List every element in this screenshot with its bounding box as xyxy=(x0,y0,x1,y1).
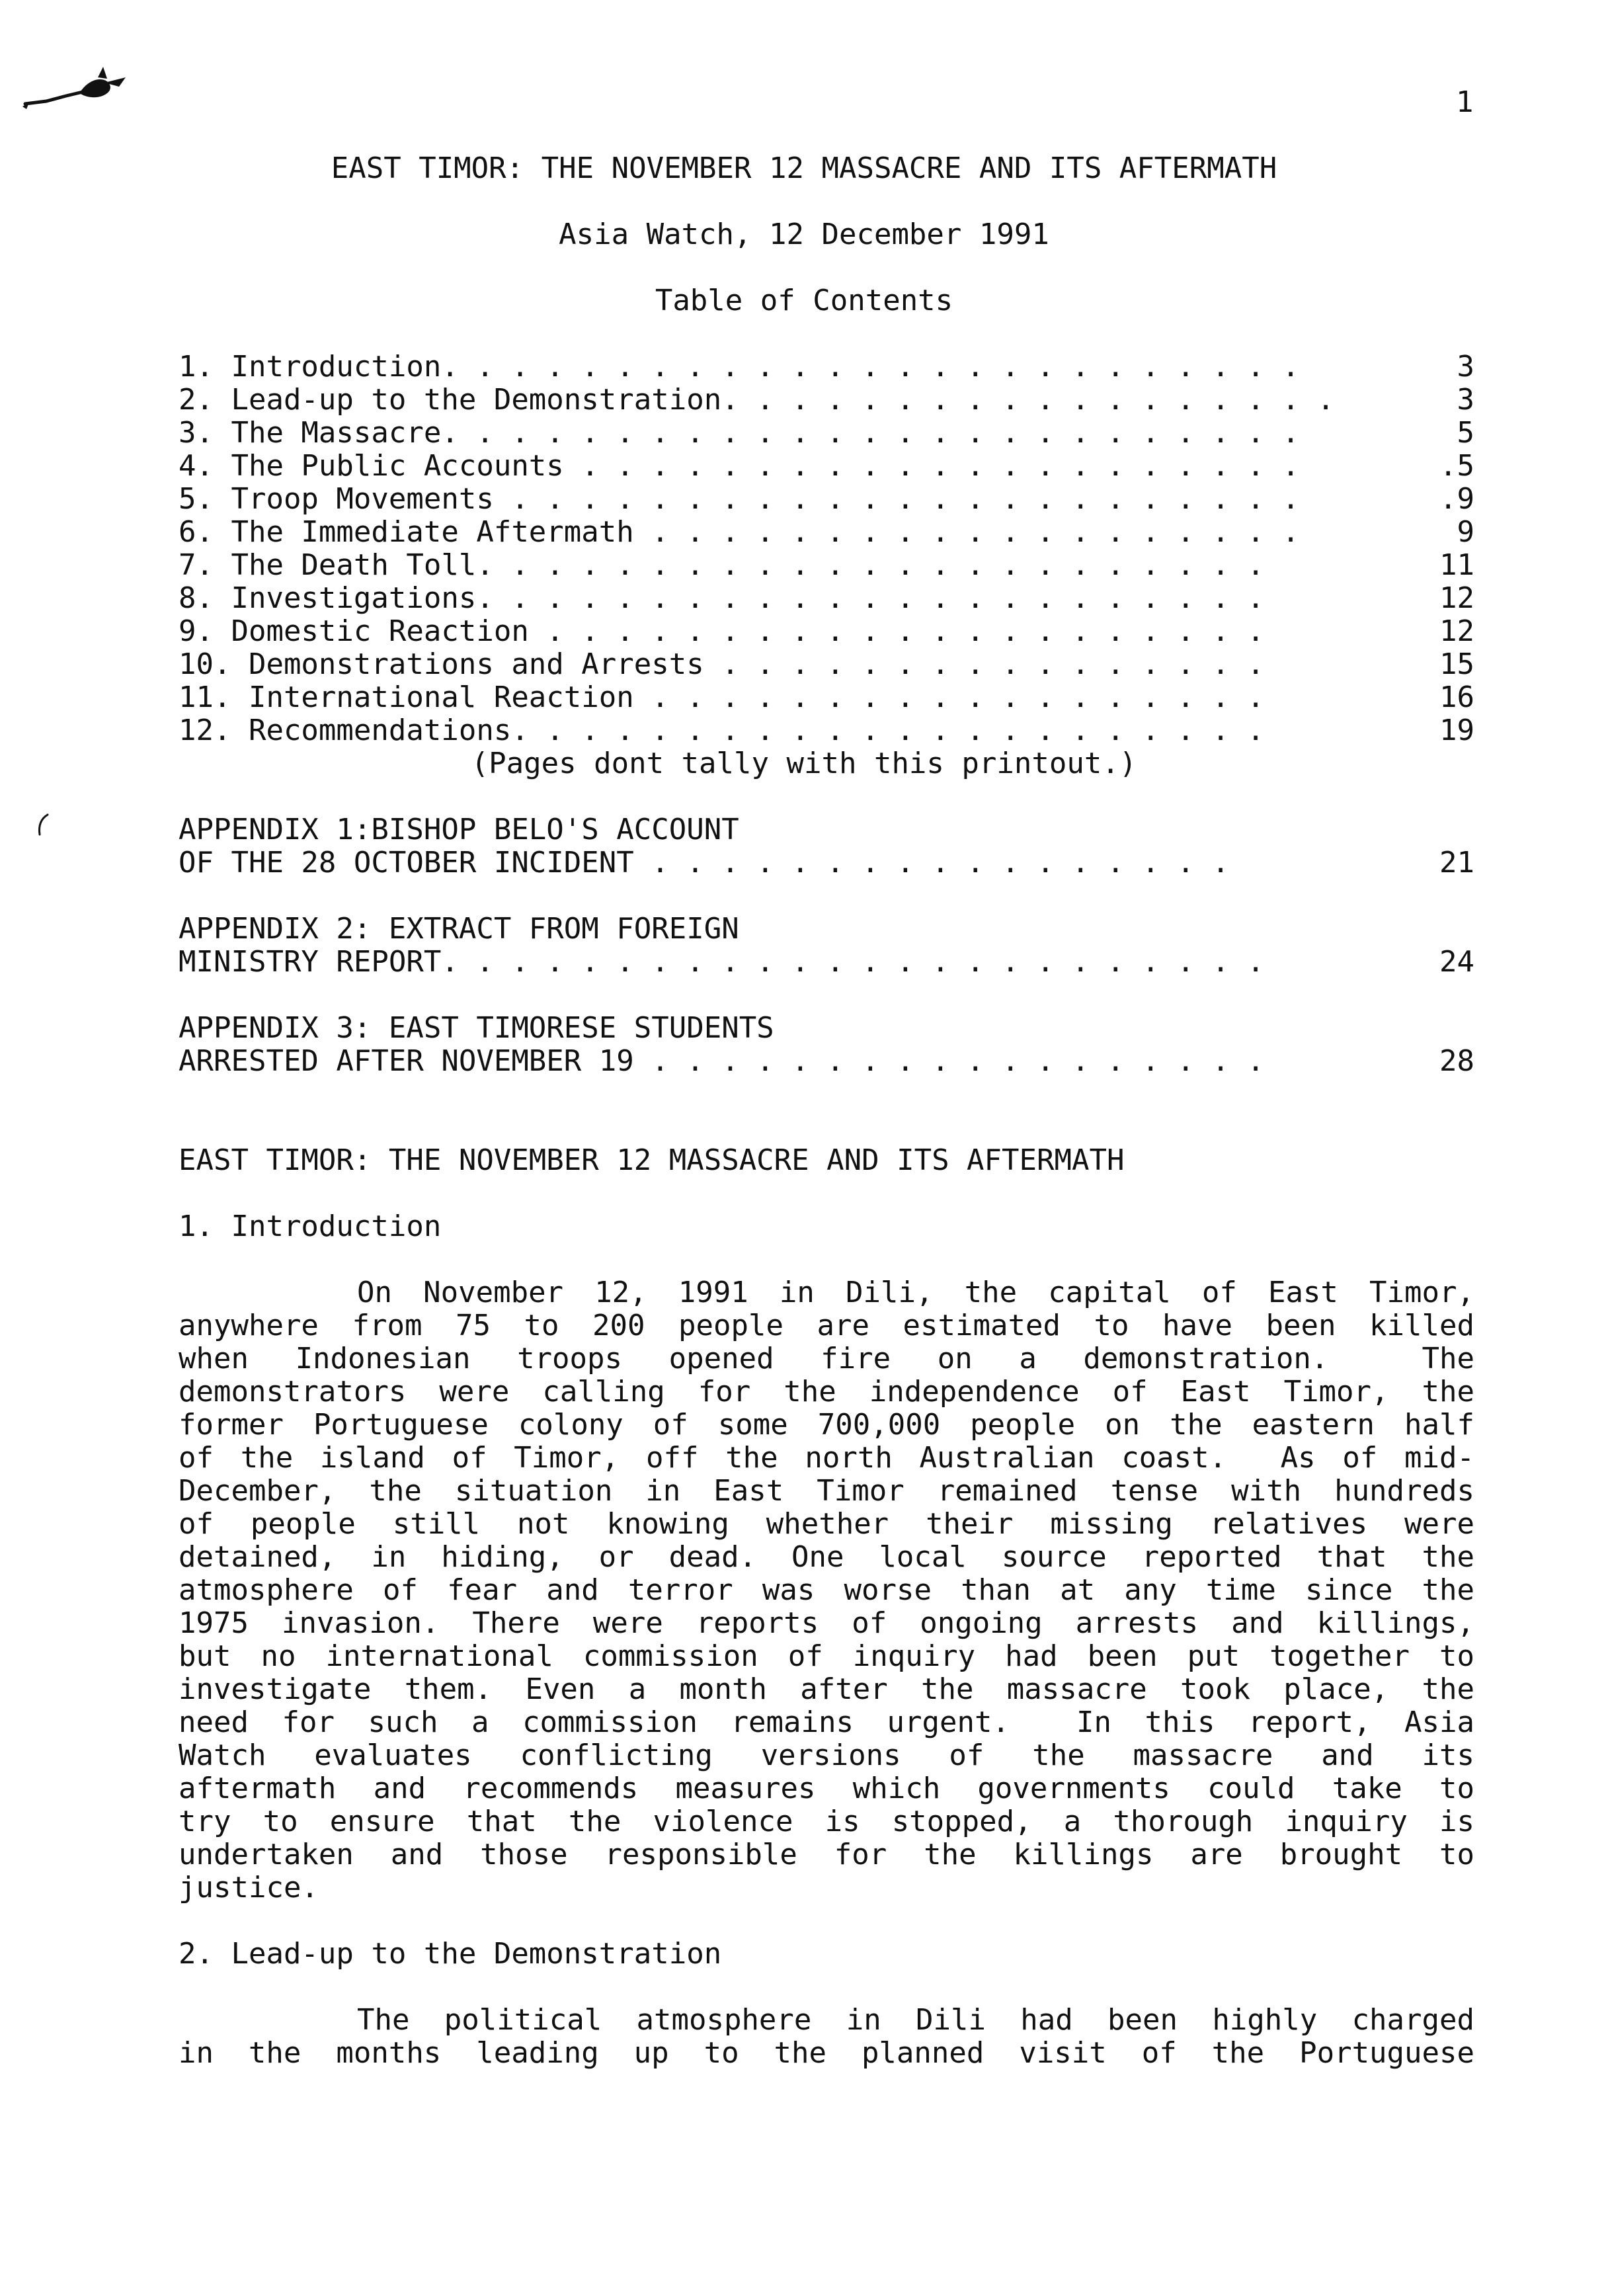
toc-row xyxy=(179,516,1474,549)
appendix-page: 24 xyxy=(1439,945,1474,979)
paragraph-line: justice. xyxy=(179,1871,319,1905)
paragraph-line: former Portuguese colony of some 700,000 people on the eastern half xyxy=(179,1408,1474,1442)
ink-scribble-mark xyxy=(20,63,132,116)
toc-label: 5. Troop Movements . . . . . . . . . . . . . . . . . . . . . . . xyxy=(179,482,1300,516)
toc-row xyxy=(179,648,1474,681)
paragraph-line: investigate them. Even a month after the massacre took place, the xyxy=(179,1672,1474,1706)
toc-label: 7. The Death Toll. . . . . . . . . . . . . . . . . . . . . . . xyxy=(179,548,1265,582)
toc-label: 1. Introduction. . . . . . . . . . . . . . . . . . . . . . . . . xyxy=(179,350,1300,384)
body-title: EAST TIMOR: THE NOVEMBER 12 MASSACRE AND ITS AFTERMATH xyxy=(179,1143,1125,1177)
toc-row xyxy=(179,483,1474,516)
document-title: EAST TIMOR: THE NOVEMBER 12 MASSACRE AND ITS AFTERMATH xyxy=(331,151,1277,185)
lead-up-paragraph xyxy=(179,2004,1474,2070)
toc-page: .9 xyxy=(1439,482,1474,516)
page-number: 1 xyxy=(1456,85,1474,119)
toc-page: 9 xyxy=(1457,515,1474,549)
toc-page: 15 xyxy=(1439,647,1474,681)
appendix-label: OF THE 28 OCTOBER INCIDENT . . . . . . . . . . . . . . . . . xyxy=(179,846,1230,880)
paragraph-line: atmosphere of fear and terror was worse than at any time since the xyxy=(179,1573,1474,1607)
paragraph-line: of the island of Timor, off the north Australian coast. As of mid- xyxy=(179,1441,1474,1475)
appendix-title-line: APPENDIX 2: EXTRACT FROM FOREIGN xyxy=(179,912,739,946)
toc-page: 12 xyxy=(1439,614,1474,648)
toc-row xyxy=(179,350,1474,384)
paragraph-line: undertaken and those responsible for the killings are brought to xyxy=(179,1838,1474,1871)
toc-page: 12 xyxy=(1439,581,1474,615)
toc-row xyxy=(179,417,1474,450)
section-heading-lead-up: 2. Lead-up to the Demonstration xyxy=(179,1937,722,1971)
appendix-title-line: APPENDIX 1:BISHOP BELO'S ACCOUNT xyxy=(179,813,739,846)
section-heading-introduction: 1. Introduction xyxy=(179,1210,442,1243)
paragraph-line: 1975 invasion. There were reports of ongoing arrests and killings, xyxy=(179,1606,1474,1640)
toc-page: 3 xyxy=(1457,383,1474,417)
byline: Asia Watch, 12 December 1991 xyxy=(559,218,1049,251)
appendix-page: 28 xyxy=(1439,1044,1474,1078)
paragraph-line: in the months leading up to the planned visit of the Portuguese xyxy=(179,2036,1474,2070)
toc-row xyxy=(179,582,1474,615)
appendix-label: MINISTRY REPORT. . . . . . . . . . . . . . . . . . . . . . . . xyxy=(179,945,1265,979)
paragraph-line: December, the situation in East Timor remained tense with hundreds xyxy=(179,1474,1474,1508)
toc-note: (Pages dont tally with this printout.) xyxy=(471,747,1137,780)
toc-heading: Table of Contents xyxy=(655,284,953,317)
appendix-label: ARRESTED AFTER NOVEMBER 19 . . . . . . . . . . . . . . . . . . xyxy=(179,1044,1265,1078)
paragraph-line: but no international commission of inquiry had been put together to xyxy=(179,1639,1474,1673)
toc-label: 11. International Reaction . . . . . . . . . . . . . . . . . . xyxy=(179,680,1265,714)
appendix-row xyxy=(179,1045,1474,1078)
toc-label: 4. The Public Accounts . . . . . . . . . . . . . . . . . . . . . xyxy=(179,449,1300,483)
toc-row xyxy=(179,549,1474,582)
toc-label: 2. Lead-up to the Demonstration. . . . . . . . . . . . . . . . . . xyxy=(179,383,1335,417)
toc-row xyxy=(179,384,1474,417)
appendix-row xyxy=(179,946,1474,979)
toc-row xyxy=(179,681,1474,714)
toc-page: 16 xyxy=(1439,680,1474,714)
toc-page: 19 xyxy=(1439,714,1474,747)
paragraph-line: anywhere from 75 to 200 people are estimated to have been killed xyxy=(179,1309,1474,1342)
paragraph-line: aftermath and recommends measures which governments could take to xyxy=(179,1772,1474,1805)
paragraph-line: demonstrators were calling for the independence of East Timor, the xyxy=(179,1375,1474,1409)
pen-tick-mark xyxy=(33,812,53,839)
toc-label: 9. Domestic Reaction . . . . . . . . . . . . . . . . . . . . . xyxy=(179,614,1265,648)
toc-page: .5 xyxy=(1439,449,1474,483)
toc-label: 10. Demonstrations and Arrests . . . . . . . . . . . . . . . . xyxy=(179,647,1265,681)
toc-label: 3. The Massacre. . . . . . . . . . . . . . . . . . . . . . . . . xyxy=(179,416,1300,450)
paragraph-line: try to ensure that the violence is stopped, a thorough inquiry is xyxy=(179,1805,1474,1838)
introduction-paragraph xyxy=(179,1276,1474,1905)
appendix-page: 21 xyxy=(1439,846,1474,880)
toc-row xyxy=(179,714,1474,747)
toc-label: 12. Recommendations. . . . . . . . . . . . . . . . . . . . . . xyxy=(179,714,1265,747)
toc-page: 11 xyxy=(1439,548,1474,582)
paragraph-line: of people still not knowing whether their missing relatives were xyxy=(179,1507,1474,1541)
appendix-row xyxy=(179,846,1474,880)
paragraph-line: Watch evaluates conflicting versions of the massacre and its xyxy=(179,1739,1474,1772)
appendix-title-line: APPENDIX 3: EAST TIMORESE STUDENTS xyxy=(179,1011,774,1045)
paragraph-line: when Indonesian troops opened fire on a demonstration. The xyxy=(179,1342,1474,1375)
paragraph-line: On November 12, 1991 in Dili, the capital of East Timor, xyxy=(357,1276,1474,1309)
toc-page: 5 xyxy=(1457,416,1474,450)
toc-row xyxy=(179,615,1474,648)
toc-row xyxy=(179,450,1474,483)
toc-label: 8. Investigations. . . . . . . . . . . . . . . . . . . . . . . xyxy=(179,581,1265,615)
paragraph-line: need for such a commission remains urgent. In this report, Asia xyxy=(179,1705,1474,1739)
paragraph-line: detained, in hiding, or dead. One local source reported that the xyxy=(179,1540,1474,1574)
paragraph-line: The political atmosphere in Dili had been highly charged xyxy=(357,2003,1474,2037)
toc-label: 6. The Immediate Aftermath . . . . . . . . . . . . . . . . . . . xyxy=(179,515,1300,549)
toc-page: 3 xyxy=(1457,350,1474,384)
